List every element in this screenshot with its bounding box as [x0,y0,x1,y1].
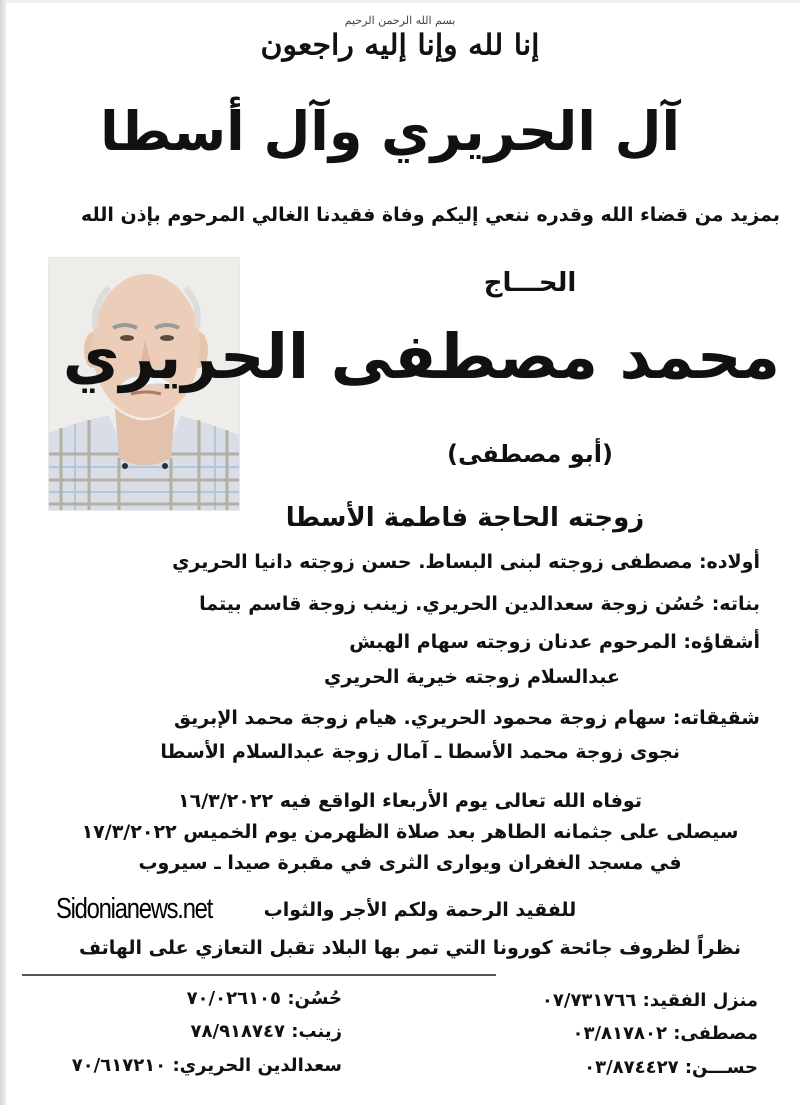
phone-number[interactable]: ٠٣/٨٧٤٤٢٧ [584,1057,679,1078]
prayer-line: سيصلى على جثمانه الطاهر بعد صلاة الظهرمن يوم الخميس ١٧/٣/٢٠٢٢ [81,821,739,843]
phone-entry [72,1055,342,1076]
phone-number[interactable]: ٠٧/٧٣١٧٦٦ [541,990,637,1011]
page-top-edge [6,0,800,3]
covid-notice-line: نظراً لظروف جائحة كورونا التي تمر بها البلاد تقبل التعازي على الهاتف [78,937,742,959]
burial-place-line: في مسجد الغفران ويوارى الثرى في مقبرة صيدا ـ سيروب [138,852,682,874]
deceased-kunya: (أبو مصطفى) [446,440,614,468]
phone-entry [191,1021,342,1042]
phone-label: زينب: [291,1021,342,1042]
deceased-name: محمد مصطفى الحريري [62,320,780,393]
daughters-line: بناته: حُسُن زوجة سعدالدين الحريري. زينب زوجة قاسم بيتما [199,593,760,615]
sisters-line-2: نجوى زوجة محمد الأسطا ـ آمال زوجة عبدالسلام الأسطا [160,741,680,763]
phone-label: منزل الفقيد: [642,990,758,1011]
sisters-line-1: شقيقاته: سهام زوجة محمود الحريري. هيام زوجة محمد الإبريق [174,707,760,729]
phone-entry [572,1023,758,1044]
phone-number[interactable]: ٠٣/٨١٧٨٠٢ [572,1023,667,1044]
wife-line: زوجته الحاجة فاطمة الأسطا [285,503,645,533]
phone-number[interactable]: ٧٨/٩١٨٧٤٧ [190,1021,285,1042]
blessing-line: للفقيد الرحمة ولكم الأجر والثواب [263,899,577,921]
death-date-line: توفاه الله تعالى يوم الأربعاء الواقع فيه ١٦/٣/٢٠٢٢ [178,790,642,812]
phone-label: سعدالدين الحريري: [172,1055,342,1076]
watermark-site: Sidonianews.net [56,893,213,925]
families-title: آل الحريري وآل أسطا [100,100,680,163]
phone-label: مصطفى: [673,1023,758,1044]
phone-number[interactable]: ٧٠/٦١٧٢١٠ [71,1055,167,1076]
honorific-title: الحـــاج [483,268,577,298]
phone-label: حُسُن: [287,988,342,1009]
basmala: بسم الله الرحمن الرحيم [344,14,456,27]
phone-entry [542,990,758,1011]
divider-line [22,974,496,976]
intro-line: بمزيد من قضاء الله وقدره ننعي إليكم وفاة فقيدنا الغالي المرحوم بإذن الله [80,204,780,226]
quran-verse-calligraphy: إنا لله وإنا إليه راجعون [260,28,540,63]
page-edge-shadow [0,0,6,1105]
brothers-line-1: أشقاؤه: المرحوم عدنان زوجته سهام الهبش [349,631,760,653]
phone-number[interactable]: ٧٠/٠٢٦١٠٥ [186,988,282,1009]
phone-entry [187,988,342,1009]
phone-label: حســـن: [684,1057,758,1078]
brothers-line-2: عبدالسلام زوجته خيرية الحريري [323,666,620,688]
sons-line: أولاده: مصطفى زوجته لبنى البساط. حسن زوجته دانيا الحريري [172,551,760,573]
phone-entry [584,1057,758,1078]
